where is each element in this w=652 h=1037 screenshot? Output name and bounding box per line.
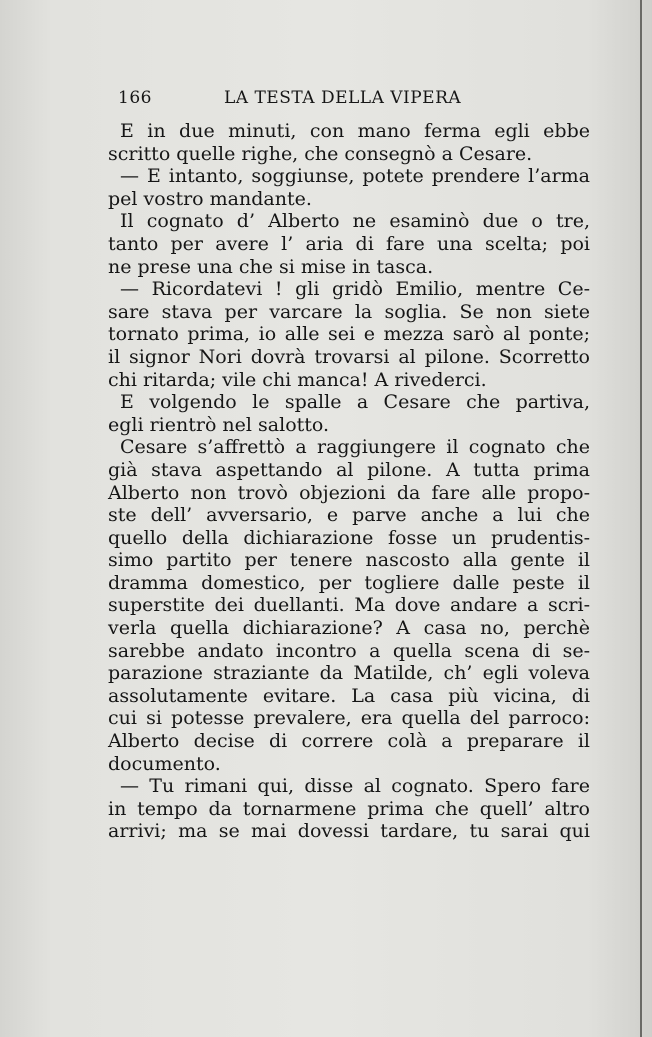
text-line: pel vostro mandante. (108, 187, 312, 210)
text-line: Alberto non trovò objezioni da fare alle propo- (108, 481, 590, 504)
text-line: Il cognato d’ Alberto ne esaminò due o tre, (120, 210, 590, 233)
text-line: ste dell’ avversario, e parve anche a lui che (108, 504, 590, 527)
text-line: tanto per avere l’ aria di fare una scelta; poi (108, 232, 590, 255)
body-text (108, 120, 590, 843)
page-number: 166 (118, 88, 152, 108)
text-line: sare stava per varcare la soglia. Se non siete (108, 300, 590, 323)
text-line: Cesare s’affrettò a raggiungere il cognato che (120, 436, 590, 459)
text-line: assolutamente evitare. La casa più vicina, di (108, 684, 590, 707)
running-title: LA TESTA DELLA VIPERA (224, 88, 462, 108)
text-line: quello della dichiarazione fosse un prudentis- (108, 526, 590, 549)
text-line: — Ricordatevi ! gli gridò Emilio, mentre Ce- (120, 278, 590, 301)
text-line: cui si potesse prevalere, era quella del parroco: (108, 707, 590, 730)
text-line: egli rientrò nel salotto. (108, 413, 330, 436)
text-line: verla quella dichiarazione? A casa no, perchè (108, 617, 590, 640)
text-line: simo partito per tenere nascosto alla gente il (108, 549, 590, 572)
text-line: in tempo da tornarmene prima che quell’ altro (108, 797, 590, 820)
text-line: Alberto decise di correre colà a preparare il (108, 730, 590, 753)
text-line: — E intanto, soggiunse, potete prendere l’arma (120, 165, 590, 188)
text-line: tornato prima, io alle sei e mezza sarò al ponte; (108, 323, 590, 346)
text-line: E in due minuti, con mano ferma egli ebbe (120, 120, 590, 142)
text-line: chi ritarda; vile chi manca! A rivederci. (108, 368, 487, 391)
text-line: scritto quelle righe, che consegnò a Cesare. (108, 142, 533, 165)
text-line: documento. (108, 752, 221, 775)
text-line: ne prese una che si mise in tasca. (108, 255, 434, 278)
page-edge-shadow (640, 0, 642, 1037)
text-line: già stava aspettando al pilone. A tutta prima (108, 458, 590, 481)
text-line: parazione straziante da Matilde, ch’ egli voleva (108, 662, 590, 685)
text-line: arrivi; ma se mai dovessi tardare, tu sarai qui (108, 820, 590, 843)
text-line: il signor Nori dovrà trovarsi al pilone. Scorretto (108, 345, 590, 368)
page-header (118, 88, 588, 110)
text-line: superstite dei duellanti. Ma dove andare a scri- (108, 594, 590, 617)
text-line: dramma domestico, per togliere dalle peste il (108, 571, 590, 594)
text-line: E volgendo le spalle a Cesare che partiva, (120, 391, 590, 414)
text-line: — Tu rimani qui, disse al cognato. Spero fare (120, 775, 590, 798)
text-line: sarebbe andato incontro a quella scena di se- (108, 639, 590, 662)
